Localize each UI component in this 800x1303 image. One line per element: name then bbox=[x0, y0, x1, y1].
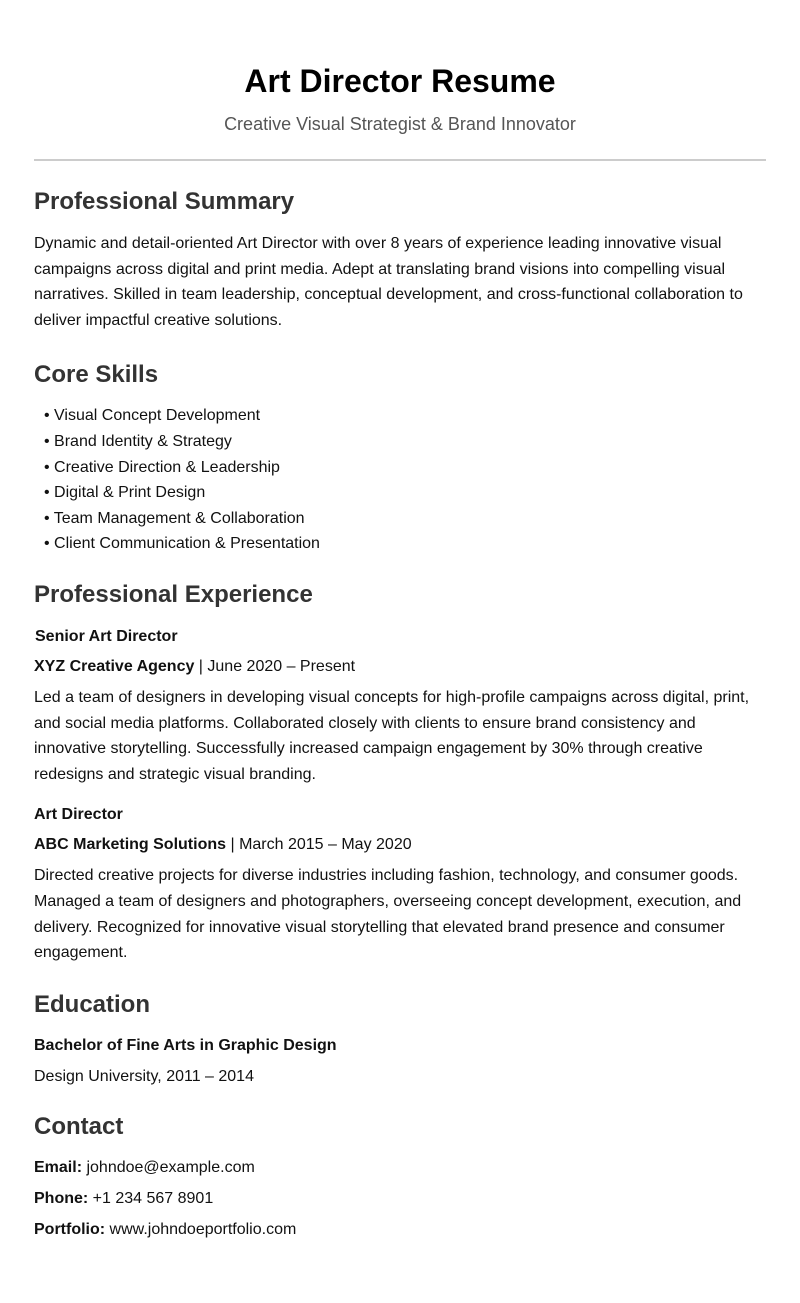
contact-email-label: Email: bbox=[34, 1158, 83, 1176]
page-subtitle: Creative Visual Strategist & Brand Innovator bbox=[224, 114, 576, 134]
header-divider bbox=[34, 159, 766, 161]
job-entry bbox=[34, 805, 766, 965]
contact-heading: Contact bbox=[34, 1112, 124, 1140]
contact-portfolio bbox=[34, 1220, 766, 1240]
skill-item: • Brand Identity & Strategy bbox=[44, 432, 232, 450]
job-title: Senior Art Director bbox=[35, 627, 178, 645]
job-description: Directed creative projects for diverse industries including fashion, technology, and consumer goods. Managed a team of designers and photographers, overseeing concept development, execution, and delivery. Recognized for innovative visual storytelling that elevated brand presence and consumer engagement. bbox=[34, 867, 742, 962]
resume-header bbox=[34, 0, 766, 161]
contact-phone-label: Phone: bbox=[34, 1189, 89, 1207]
experience-heading: Professional Experience bbox=[34, 580, 313, 608]
summary-text: Dynamic and detail-oriented Art Director with over 8 years of experience leading innovative visual campaigns across digital and print media. Adept at translating brand visions into compelling visual narratives. Skilled in team leadership, conceptual development, and cross-functional collaboration to deliver impactful creative solutions. bbox=[34, 235, 743, 329]
education-heading: Education bbox=[34, 990, 151, 1018]
skill-item: • Client Communication & Presentation bbox=[44, 535, 320, 553]
contact-phone bbox=[34, 1189, 766, 1209]
job-meta bbox=[34, 835, 766, 855]
skill-item: • Team Management & Collaboration bbox=[44, 509, 305, 527]
skill-item: • Digital & Print Design bbox=[44, 484, 206, 502]
contact-section bbox=[34, 1113, 766, 1240]
skill-item: • Visual Concept Development bbox=[44, 407, 261, 425]
skills-section bbox=[34, 361, 766, 557]
job-dates: | March 2015 – May 2020 bbox=[226, 836, 412, 854]
job-dates: | June 2020 – Present bbox=[194, 657, 356, 675]
job-entry bbox=[34, 627, 766, 787]
summary-heading: Professional Summary bbox=[34, 188, 295, 215]
job-title: Art Director bbox=[34, 806, 123, 824]
skills-list bbox=[34, 403, 766, 557]
summary-section bbox=[34, 188, 766, 333]
job-description: Led a team of designers in developing visual concepts for high-profile campaigns across digital, print, and social media platforms. Collaborated closely with clients to ensure brand consistency and innovative storytelling. Successfully increased campaign engagement by 30% through creative redesigns and strategic visual branding. bbox=[34, 688, 750, 783]
page-title: Art Director Resume bbox=[244, 63, 556, 99]
education-school: Design University, 2011 – 2014 bbox=[34, 1067, 254, 1085]
education-degree: Bachelor of Fine Arts in Graphic Design bbox=[34, 1036, 337, 1054]
skill-item: • Creative Direction & Leadership bbox=[44, 458, 280, 476]
skills-heading: Core Skills bbox=[34, 361, 159, 389]
education-section bbox=[34, 991, 766, 1087]
job-company: ABC Marketing Solutions bbox=[34, 836, 227, 854]
experience-section bbox=[34, 581, 766, 966]
job-company: XYZ Creative Agency bbox=[34, 657, 195, 675]
job-meta bbox=[34, 657, 766, 677]
contact-phone-value: +1 234 567 8901 bbox=[88, 1189, 214, 1207]
contact-portfolio-value: www.johndoeportfolio.com bbox=[105, 1220, 297, 1238]
contact-email-value: johndoe@example.com bbox=[82, 1158, 255, 1176]
contact-portfolio-label: Portfolio: bbox=[34, 1220, 106, 1238]
contact-email bbox=[34, 1158, 766, 1178]
